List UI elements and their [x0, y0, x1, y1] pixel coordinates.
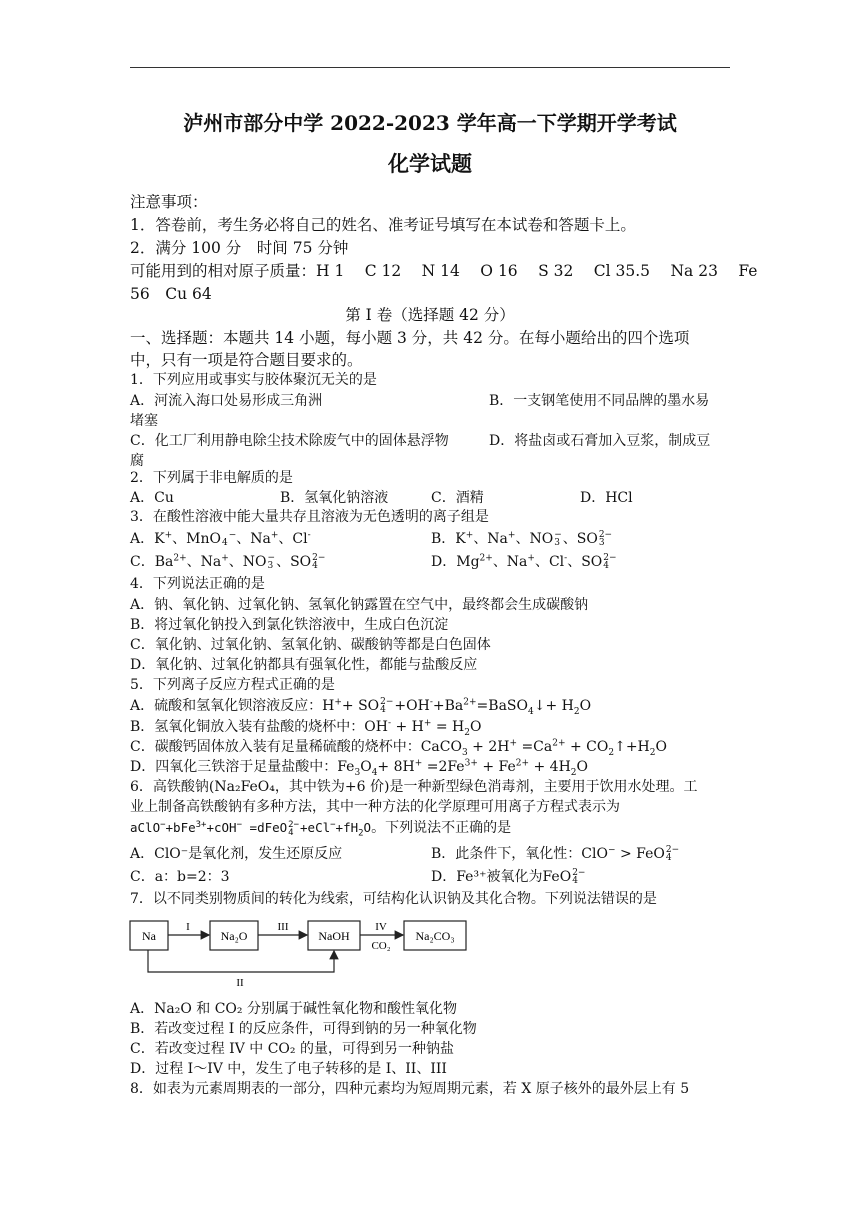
label-naoh: NaOH: [318, 929, 350, 943]
q6-option-d: D．Fe³⁺被氧化为FeO 2− 4: [431, 868, 586, 886]
exam-title: 泸州市部分中学 2022-2023 学年高一下学期开学考试: [183, 111, 677, 135]
q2-option-a: A．Cu: [130, 490, 174, 506]
q1-option-a: A．河流入海口处易形成三角洲: [130, 393, 323, 409]
section-intro-2: 中，只有一项是符合题目要求的。: [130, 351, 363, 369]
step-iii: III: [277, 921, 289, 933]
q6-line-1: 6．高铁酸钠(Na₂FeO₄，其中铁为+6 价)是一种新型绿色消毒剂，主要用于饮用水处理。工: [130, 779, 698, 795]
label-na2o: Na₂O: [220, 929, 248, 943]
section-intro-1: 一、选择题：本题共 14 小题，每小题 3 分，共 42 分。在每小题给出的四个选项: [130, 329, 690, 347]
q3-option-a: A．K+、MnO 4 −、Na+、Cl-: [130, 530, 311, 548]
top-rule: [130, 67, 730, 68]
arrow-ii: [148, 950, 334, 972]
q7-stem: 7．以不同类别物质间的转化为线索，可结构化认识钠及其化合物。下列说法错误的是: [130, 891, 657, 907]
q6-option-a: A．ClO⁻是氧化剂，发生还原反应: [130, 846, 343, 862]
q8-stem: 8．如表为元素周期表的一部分，四种元素均为短周期元素，若 X 原子核外的最外层上有 5: [130, 1081, 690, 1097]
q1-stem: 1．下列应用或事实与胶体聚沉无关的是: [130, 372, 377, 388]
q2-option-c: C．酒精: [431, 490, 484, 506]
q5-option-d: D．四氧化三铁溶于足量盐酸中：$Fe_3O_4+ 8H^+ =2Fe^{3+} + Fe^{2+} + 4H_2O$: [130, 758, 588, 778]
q4-option-b: B．将过氧化钠投入到氯化铁溶液中，生成白色沉淀: [130, 617, 449, 633]
q6-option-b: B．此条件下，氧化性：ClO− > FeO 2− 4: [431, 845, 680, 863]
q6-option-c: C．a：b=2：3: [130, 869, 230, 885]
q3-option-b: B．K+、Na+、NO − 3 、SO 2− 3: [431, 530, 613, 548]
q3-stem: 3．在酸性溶液中能大量共存且溶液为无色透明的离子组是: [130, 509, 489, 525]
exam-subject: 化学试题: [388, 151, 472, 176]
q2-option-d: D．HCl: [580, 490, 633, 506]
notes-item-2: 2．满分 100 分 时间 75 分钟: [130, 239, 349, 257]
q4-option-a: A．钠、氧化钠、过氧化钠、氢氧化钠露置在空气中，最终都会生成碳酸钠: [130, 597, 589, 613]
q2-stem: 2．下列属于非电解质的是: [130, 470, 293, 486]
q7-option-c: C．若改变过程 IV 中 CO₂ 的量，可得到另一种钠盐: [130, 1041, 454, 1057]
q4-stem: 4．下列说法正确的是: [130, 576, 265, 592]
q3-option-d: D．$Mg^{2+}$、Na+、Cl-、SO 2− 4: [431, 553, 617, 571]
q7-option-b: B．若改变过程 I 的反应条件，可得到钠的另一种氧化物: [130, 1021, 477, 1037]
q5-option-c: C．碳酸钙固体放入装有足量稀硫酸的烧杯中：CaCO$_3$ + $2H^+ =Ca^{2+}$ + $CO_2↑+H_2O$: [130, 738, 667, 758]
q4-option-d: D．氧化钠、过氧化钠都具有强氧化性，都能与盐酸反应: [130, 657, 478, 673]
q7-option-a: A．Na₂O 和 CO₂ 分别属于碱性氧化物和酸性氧化物: [130, 1001, 457, 1017]
notes-item-1: 1．答卷前，考生务必将自己的姓名、准考证号填写在本试卷和答题卡上。: [130, 216, 636, 234]
sodium-conversion-diagram: [128, 912, 468, 992]
q5-option-b: B．氢氧化铜放入装有盐酸的烧杯中：$OH^- + H^+ = H_2O$: [130, 718, 482, 738]
atomic-mass-line-1: 可能用到的相对原子质量：H 1 C 12 N 14 O 16 S 32 Cl 35.5 Na 23 Fe: [130, 262, 758, 280]
q1-option-d: D．将盐卤或石膏加入豆浆，制成豆: [489, 433, 711, 449]
step-i: I: [186, 921, 190, 933]
step-ii: II: [236, 977, 244, 989]
q4-option-c: C．氧化钠、过氧化钠、氢氧化钠、碳酸钠等都是白色固体: [130, 637, 491, 653]
section-title: 第 I 卷（选择题 42 分）: [345, 306, 515, 324]
q1-option-c: C．化工厂利用静电除尘技术除废气中的固体悬浮物: [130, 433, 449, 449]
q1-option-d-cont: 腐: [130, 453, 144, 469]
notes-heading: 注意事项：: [130, 193, 208, 211]
q2-option-b: B．氢氧化钠溶液: [280, 490, 389, 506]
q6-line-3: aClO−+bFe$^{3+}$+cOH− =dFeO 2− 4 $+eCl^-+fH_2O$。下列说法不正确的是: [130, 819, 512, 839]
q6-line-2: 业上制备高铁酸钠有多种方法，其中一种方法的化学原理可用离子方程式表示为: [130, 799, 620, 815]
q3-option-c: C．$Ba^{2+}$、Na+、NO − 3 、SO 2− 4: [130, 553, 326, 571]
q1-option-b-cont: 堵塞: [130, 413, 158, 429]
reagent-co2: CO₂: [371, 940, 391, 952]
q7-option-d: D．过程 I～IV 中，发生了电子转移的是 I、II、III: [130, 1061, 447, 1077]
q5-option-a: A．硫酸和氢氧化钡溶液反应：H++ SO 2− 4 $+OH^-+Ba^{2+}=BaSO_4↓+ H_2O$: [130, 697, 592, 717]
q1-option-b: B．一支钢笔使用不同品牌的墨水易: [489, 393, 710, 409]
step-iv: IV: [375, 921, 387, 933]
atomic-mass-line-2: 56 Cu 64: [130, 285, 212, 303]
label-na2co3: Na₂CO₃: [415, 929, 455, 943]
q5-stem: 5．下列离子反应方程式正确的是: [130, 677, 335, 693]
label-na: Na: [142, 929, 156, 943]
